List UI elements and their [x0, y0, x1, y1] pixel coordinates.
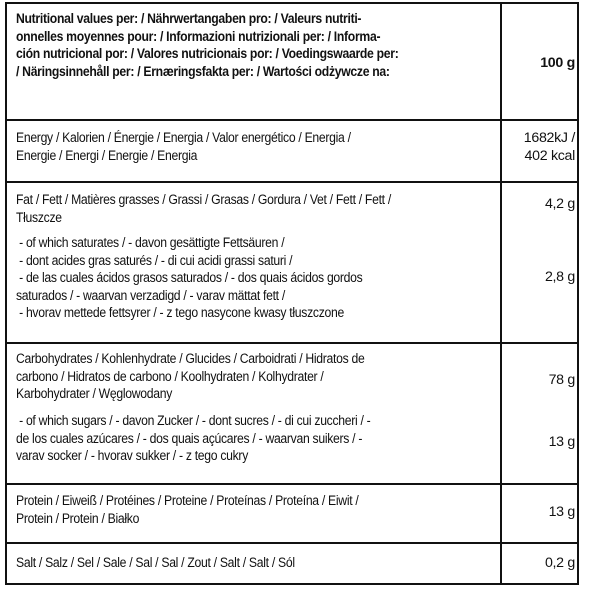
saturates-label-line: - hvorav mettede fettsyrer / - z tego nasycone kwasy tłuszczone — [16, 305, 344, 321]
sugars-label-line: de los cuales azúcares / - dos quais açúcares / - waarvan suikers / - — [16, 430, 363, 447]
carbohydrates-label-line: Karbohydrater / Węglowodany — [16, 386, 173, 402]
energy-label-line: Energy / Kalorien / Énergie / Energia / Valor energético / Energia / — [16, 130, 351, 146]
carbohydrates-label-line: Carbohydrates / Kohlenhydrate / Glucides / Carboidrati / Hidratos de — [16, 351, 365, 367]
row-divider — [7, 342, 577, 344]
energy-label-line: Energie / Energi / Energie / Energia — [16, 147, 198, 164]
header-label-line: / Näringsinnehåll per: / Ernæringsfakta per: / Wartości odżywcze na: — [16, 63, 390, 80]
sugars-value: 13 g — [548, 434, 575, 450]
saturates-label-line: - dont acides gras saturés / - di cui acidi grassi saturi / — [16, 252, 293, 269]
row-divider — [7, 181, 577, 183]
header-label — [16, 11, 427, 81]
saturates-label — [16, 235, 427, 323]
salt-value: 0,2 g — [544, 555, 575, 571]
salt-label — [16, 555, 427, 573]
salt-label-line: Salt / Salz / Sel / Sale / Sal / Sal / Zout / Salt / Salt / Sól — [16, 555, 295, 571]
row-divider — [7, 119, 577, 121]
sugars-label-line: varav socker / - hvorav sukker / - z tego cukry — [16, 448, 248, 464]
energy-kcal: 402 kcal — [524, 147, 575, 164]
carbohydrates-label-line: carbono / Hidratos de carbono / Koolhydraten / Kolhydrater / — [16, 368, 324, 385]
sugars-label — [16, 413, 427, 466]
protein-label-line: Protein / Eiweiß / Protéines / Proteine / Proteínas / Proteína / Eiwit / — [16, 493, 359, 509]
fat-label — [16, 192, 427, 227]
row-divider — [7, 542, 577, 544]
fat-label-line: Tłuszcze — [16, 209, 62, 226]
protein-value: 13 g — [548, 504, 575, 520]
protein-label — [16, 493, 427, 528]
energy-label — [16, 130, 427, 165]
energy-value — [502, 130, 575, 165]
saturates-label-line: - of which saturates / - davon gesättigte Fettsäuren / — [16, 235, 285, 251]
fat-label-line: Fat / Fett / Matières grasses / Grassi / Grasas / Gordura / Vet / Fett / Fett / — [16, 192, 391, 208]
column-divider — [500, 4, 502, 583]
energy-kj: 1682kJ / — [523, 130, 575, 146]
fat-value: 4,2 g — [544, 196, 575, 212]
saturates-label-line: saturados / - waarvan verzadigd / - varav mättat fett / — [16, 287, 285, 304]
sugars-label-line: - of which sugars / - davon Zucker / - dont sucres / - di cui zuccheri / - — [16, 413, 371, 429]
saturates-value: 2,8 g — [544, 269, 575, 285]
row-divider — [7, 483, 577, 485]
protein-label-line: Protein / Protein / Białko — [16, 510, 140, 527]
header-label-line: Nutritional values per: / Nährwertangaben pro: / Valeurs nutriti- — [16, 11, 362, 27]
header-label-line: ción nutricional por: / Valores nutricionais por: / Voedingswaarde per: — [16, 46, 399, 62]
carbohydrates-label — [16, 351, 427, 404]
nutrition-table — [5, 2, 579, 585]
header-value: 100 g — [540, 55, 575, 71]
carbohydrates-value: 78 g — [548, 372, 575, 388]
saturates-label-line: - de las cuales ácidos grasos saturados / - dos quais ácidos gordos — [16, 270, 363, 286]
header-label-line: onnelles moyennes pour: / Informazioni nutrizionali per: / Informa- — [16, 28, 381, 45]
